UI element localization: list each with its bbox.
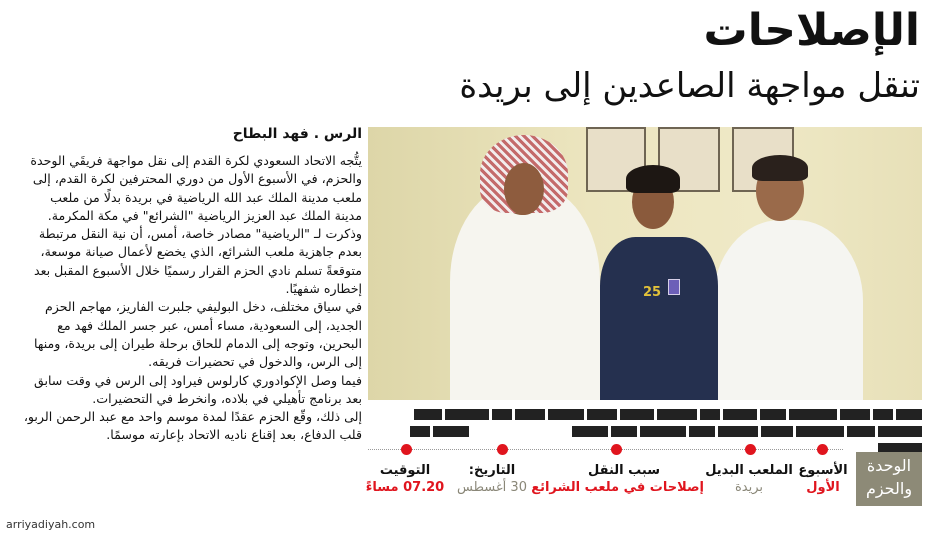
timeline-line xyxy=(368,449,843,450)
info-value: 30 أغسطس xyxy=(457,480,527,495)
info-label: التوقيت xyxy=(379,463,431,478)
club-crest xyxy=(668,279,680,295)
site-watermark: arriyadiyah.com xyxy=(6,518,96,531)
info-week xyxy=(794,462,852,496)
person-left-face xyxy=(504,163,544,215)
jersey-number: 25 xyxy=(643,285,662,300)
info-label: سبب النقل xyxy=(588,463,660,478)
paragraph: في سياق مختلف، دخل البوليفي جلبرت الفاريز، مهاجم الحزم الجديد، إلى السعودية، مساء أمس، عبر جسر الملك فهد مع البحرين، وتوجه إلى الدمام للحاق برحلة طيران إلى بريدة، ومنها إلى الرس، والدخول في تحضيرات فريقه. xyxy=(34,299,362,370)
info-value: 07.20 مساءً xyxy=(365,480,445,495)
person-right xyxy=(713,220,863,400)
info-label: التاريخ: xyxy=(468,463,516,478)
paragraph: فيما وصل الإكوادوري كارلوس فيراود إلى الرس في وقت سابق بعد برنامج تأهيلي في بلاده، وانخرط في التحضيرات. xyxy=(33,372,362,406)
info-date xyxy=(452,462,532,496)
kicker-title: الإصلاحات xyxy=(703,5,920,56)
info-alt-stadium xyxy=(700,462,798,496)
info-value: بريدة xyxy=(734,480,764,495)
person-right-hair xyxy=(752,155,808,181)
paragraph: يتُّجه الاتحاد السعودي لكرة القدم إلى نقل مواجهة فريقَي الوحدة والحزم، في الأسبوع الأول من دوري المحترفين لكرة القدم، إلى ملعب مدينة الملك عبد الله الرياضية في بريدة بدلًا من ملعب مدينة الملك عبد العزيز الرياضية "الشرائع" في مكة المكرمة. xyxy=(30,153,362,223)
teams-box: الوحدة والحزم xyxy=(856,452,922,506)
info-reason xyxy=(531,462,704,496)
player-hair xyxy=(626,165,680,193)
paragraph: وذكرت لـ "الرياضية" مصادر خاصة، أمس، أن نية النقل مرتبطة بعدم جاهزية ملعب الشرائع، الذي يخضع لأعمال صيانة موسعة، متوقعةً تسلم نادي الحزم القرار رسميًا خلال الأسبوع المقبل بعد إخطاره شفهيًا. xyxy=(33,226,362,297)
player xyxy=(600,237,718,400)
timeline-dot xyxy=(745,444,756,455)
article-body xyxy=(20,152,362,445)
paragraph: إلى ذلك، وقّع الحزم عقدًا لمدة موسم واحد مع عبد الرحمن الربو، قلب الدفاع، بعد إقناع ناديه الاتحاد بإعارته موسمًا. xyxy=(23,409,362,443)
info-time xyxy=(364,462,446,496)
person-left xyxy=(450,185,600,400)
timeline-dot xyxy=(611,444,622,455)
info-value: إصلاحات في ملعب الشرائع xyxy=(531,480,704,495)
headline: تنقل مواجهة الصاعدين إلى بريدة xyxy=(459,66,920,106)
byline: الرس . فهد البطاح xyxy=(232,126,362,142)
info-value: الأول xyxy=(806,480,840,495)
caption-line-2 xyxy=(368,423,922,457)
timeline-dot xyxy=(497,444,508,455)
timeline-dot xyxy=(401,444,412,455)
article-photo xyxy=(368,127,922,400)
info-label: الملعب البديل xyxy=(705,463,793,478)
caption-line-1 xyxy=(368,406,922,423)
timeline-dot xyxy=(817,444,828,455)
info-label: الأسبوع xyxy=(798,463,848,478)
